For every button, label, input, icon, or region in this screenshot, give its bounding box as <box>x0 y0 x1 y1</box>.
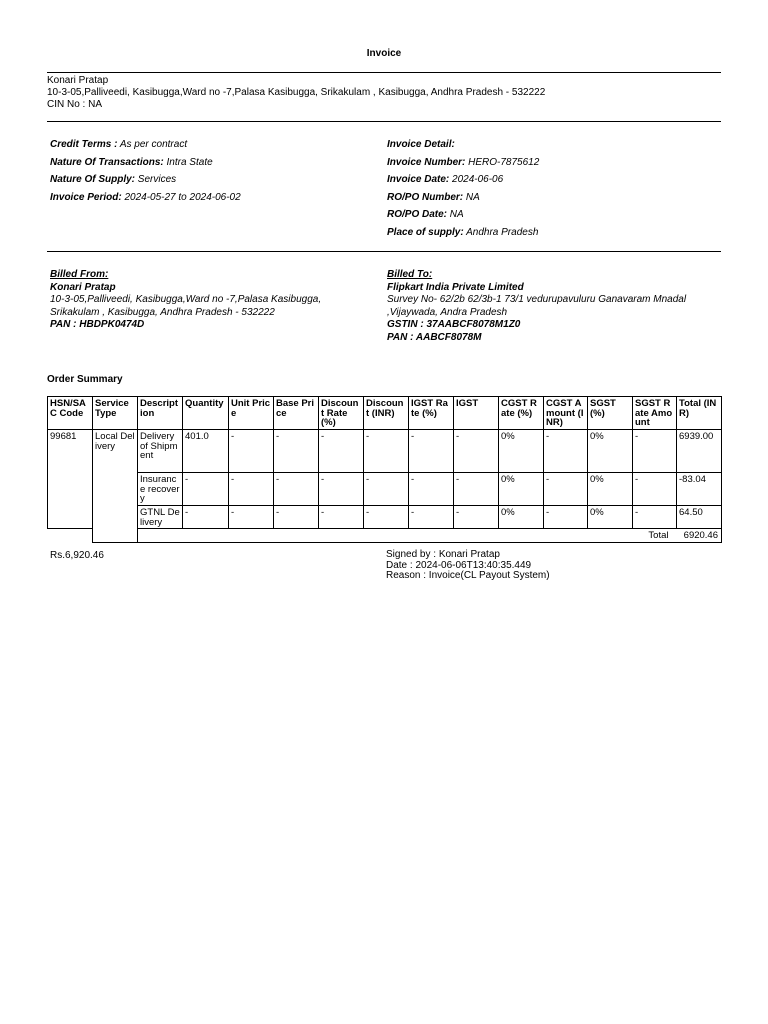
igst-rate-cell: - <box>409 473 454 506</box>
billed-to-address-line2: ,Vijaywada, Andra Pradesh <box>387 306 508 318</box>
place-of-supply <box>387 227 538 239</box>
invoice-date-value: 2024-06-06 <box>452 174 504 185</box>
discount-inr-cell: - <box>364 473 409 506</box>
billed-from-address-line2: Srikakulam , Kasibugga, Andhra Pradesh - 532222 <box>50 306 275 318</box>
place-of-supply-value: Andhra Pradesh <box>466 227 539 238</box>
igst-rate-cell: - <box>409 430 454 473</box>
billed-from <box>50 269 321 332</box>
table-row <box>48 430 722 473</box>
billed-to-heading: Billed To: <box>387 269 433 280</box>
column-header: Discount (INR) <box>364 397 409 430</box>
divider <box>47 121 721 122</box>
column-header: Base Price <box>274 397 319 430</box>
credit-terms <box>50 139 187 151</box>
ropo-number-label: RO/PO Number: <box>387 192 464 203</box>
invoice-period-label: Invoice Period: <box>50 192 122 203</box>
ropo-date-value: NA <box>449 209 464 220</box>
invoice-number-label: Invoice Number: <box>387 157 466 168</box>
hsn-code-cell: 99681 <box>48 430 93 529</box>
base-price-cell: - <box>274 473 319 506</box>
billed-to-address-line1: Survey No- 62/2b 62/3b-1 73/1 vedurupavuluru Ganavaram Mnadal <box>387 294 687 305</box>
cgst-amount-cell: - <box>544 430 588 473</box>
billed-to-gstin: GSTIN : 37AABCF8078M1Z0 <box>387 319 521 330</box>
description-cell: GTNL Delivery <box>138 506 183 529</box>
nature-of-transactions <box>50 157 213 169</box>
igst-cell: - <box>454 473 499 506</box>
column-header: SGST (%) <box>588 397 633 430</box>
blank-cell <box>48 529 93 543</box>
divider <box>47 72 721 73</box>
nature-txn-value: Intra State <box>166 157 213 168</box>
signature-date: Date : 2024-06-06T13:40:35.449 <box>386 559 532 571</box>
billed-to-name: Flipkart India Private Limited <box>387 281 524 293</box>
quantity-cell: - <box>183 506 229 529</box>
place-of-supply-label: Place of supply: <box>387 227 464 238</box>
order-summary-table <box>47 396 722 543</box>
total-cell: 64.50 <box>677 506 722 529</box>
cgst-rate-cell: 0% <box>499 430 544 473</box>
cgst-amount-cell: - <box>544 473 588 506</box>
billed-from-address-line1: 10-3-05,Palliveedi, Kasibugga,Ward no -7,Palasa Kasibugga, <box>50 294 322 305</box>
sgst-cell: 0% <box>588 506 633 529</box>
table-row <box>48 473 722 506</box>
cgst-rate-cell: 0% <box>499 506 544 529</box>
billed-from-heading: Billed From: <box>50 269 109 280</box>
igst-cell: - <box>454 506 499 529</box>
quantity-cell: - <box>183 473 229 506</box>
invoice-date <box>387 174 503 186</box>
column-header: IGST <box>454 397 499 430</box>
sgst-amount-cell: - <box>633 506 677 529</box>
order-summary-title: Order Summary <box>47 374 123 385</box>
column-header: IGST Rate (%) <box>409 397 454 430</box>
column-header: HSN/SAC Code <box>48 397 93 430</box>
seller-address: 10-3-05,Palliveedi, Kasibugga,Ward no -7,Palasa Kasibugga, Srikakulam , Kasibugga, Andhra Pradesh - 532222 <box>47 87 546 98</box>
sgst-cell: 0% <box>588 430 633 473</box>
nature-supply-label: Nature Of Supply: <box>50 174 136 185</box>
invoice-number <box>387 157 539 169</box>
credit-terms-label: Credit Terms : <box>50 139 118 150</box>
invoice-detail-heading <box>387 139 455 151</box>
cgst-rate-cell: 0% <box>499 473 544 506</box>
ropo-date-label: RO/PO Date: <box>387 209 448 220</box>
column-header: SGST Rate Amount <box>633 397 677 430</box>
ropo-number-value: NA <box>465 192 480 203</box>
column-header: Quantity <box>183 397 229 430</box>
seller-name: Konari Pratap <box>47 75 109 86</box>
nature-txn-label: Nature Of Transactions: <box>50 157 164 168</box>
signature-reason: Reason : Invoice(CL Payout System) <box>386 570 550 581</box>
billed-to <box>387 269 686 344</box>
sgst-amount-cell: - <box>633 473 677 506</box>
column-header: Service Type <box>93 397 138 430</box>
invoice-date-label: Invoice Date: <box>387 174 450 185</box>
signature-block <box>386 550 550 582</box>
column-header: Total (INR) <box>677 397 722 430</box>
column-header: CGST Amount (INR) <box>544 397 588 430</box>
total-cell: -83.04 <box>677 473 722 506</box>
nature-of-supply <box>50 174 176 186</box>
igst-rate-cell: - <box>409 506 454 529</box>
billed-from-pan: PAN : HBDPK0474D <box>50 319 145 330</box>
unit-price-cell: - <box>229 506 274 529</box>
table-header-row <box>48 397 722 430</box>
discount-inr-cell: - <box>364 506 409 529</box>
quantity-cell: 401.0 <box>183 430 229 473</box>
billed-to-pan: PAN : AABCF8078M <box>387 331 482 343</box>
discount-rate-cell: - <box>319 506 364 529</box>
credit-terms-value: As per contract <box>119 139 188 150</box>
unit-price-cell: - <box>229 473 274 506</box>
discount-rate-cell: - <box>319 473 364 506</box>
column-header: CGST Rate (%) <box>499 397 544 430</box>
ropo-number <box>387 192 480 204</box>
igst-cell: - <box>454 430 499 473</box>
sgst-cell: 0% <box>588 473 633 506</box>
unit-price-cell: - <box>229 430 274 473</box>
signed-by: Signed by : Konari Pratap <box>386 549 500 560</box>
seller-cin: CIN No : NA <box>47 99 103 110</box>
divider <box>47 251 721 252</box>
cgst-amount-cell: - <box>544 506 588 529</box>
invoice-number-value: HERO-7875612 <box>468 157 540 168</box>
column-header: Unit Price <box>229 397 274 430</box>
table-row <box>48 506 722 529</box>
description-cell: Insurance recovery <box>138 473 183 506</box>
discount-inr-cell: - <box>364 430 409 473</box>
ropo-date <box>387 209 464 221</box>
total-row <box>48 529 722 543</box>
amount-total-text: Rs.6,920.46 <box>50 550 104 561</box>
billed-from-name: Konari Pratap <box>50 281 116 293</box>
discount-rate-cell: - <box>319 430 364 473</box>
invoice-period <box>50 192 241 204</box>
invoice-detail-label: Invoice Detail: <box>387 139 455 150</box>
service-type-cell: Local Delivery <box>93 430 138 543</box>
nature-supply-value: Services <box>137 174 177 185</box>
page-title: Invoice <box>366 48 402 59</box>
total-value: 6920.46 <box>677 529 722 543</box>
invoice-period-value: 2024-05-27 to 2024-06-02 <box>124 192 241 203</box>
description-cell: Delivery of Shipment <box>138 430 183 473</box>
column-header: Discount Rate (%) <box>319 397 364 430</box>
total-label: Total <box>138 529 677 543</box>
total-cell: 6939.00 <box>677 430 722 473</box>
base-price-cell: - <box>274 506 319 529</box>
column-header: Description <box>138 397 183 430</box>
base-price-cell: - <box>274 430 319 473</box>
sgst-amount-cell: - <box>633 430 677 473</box>
